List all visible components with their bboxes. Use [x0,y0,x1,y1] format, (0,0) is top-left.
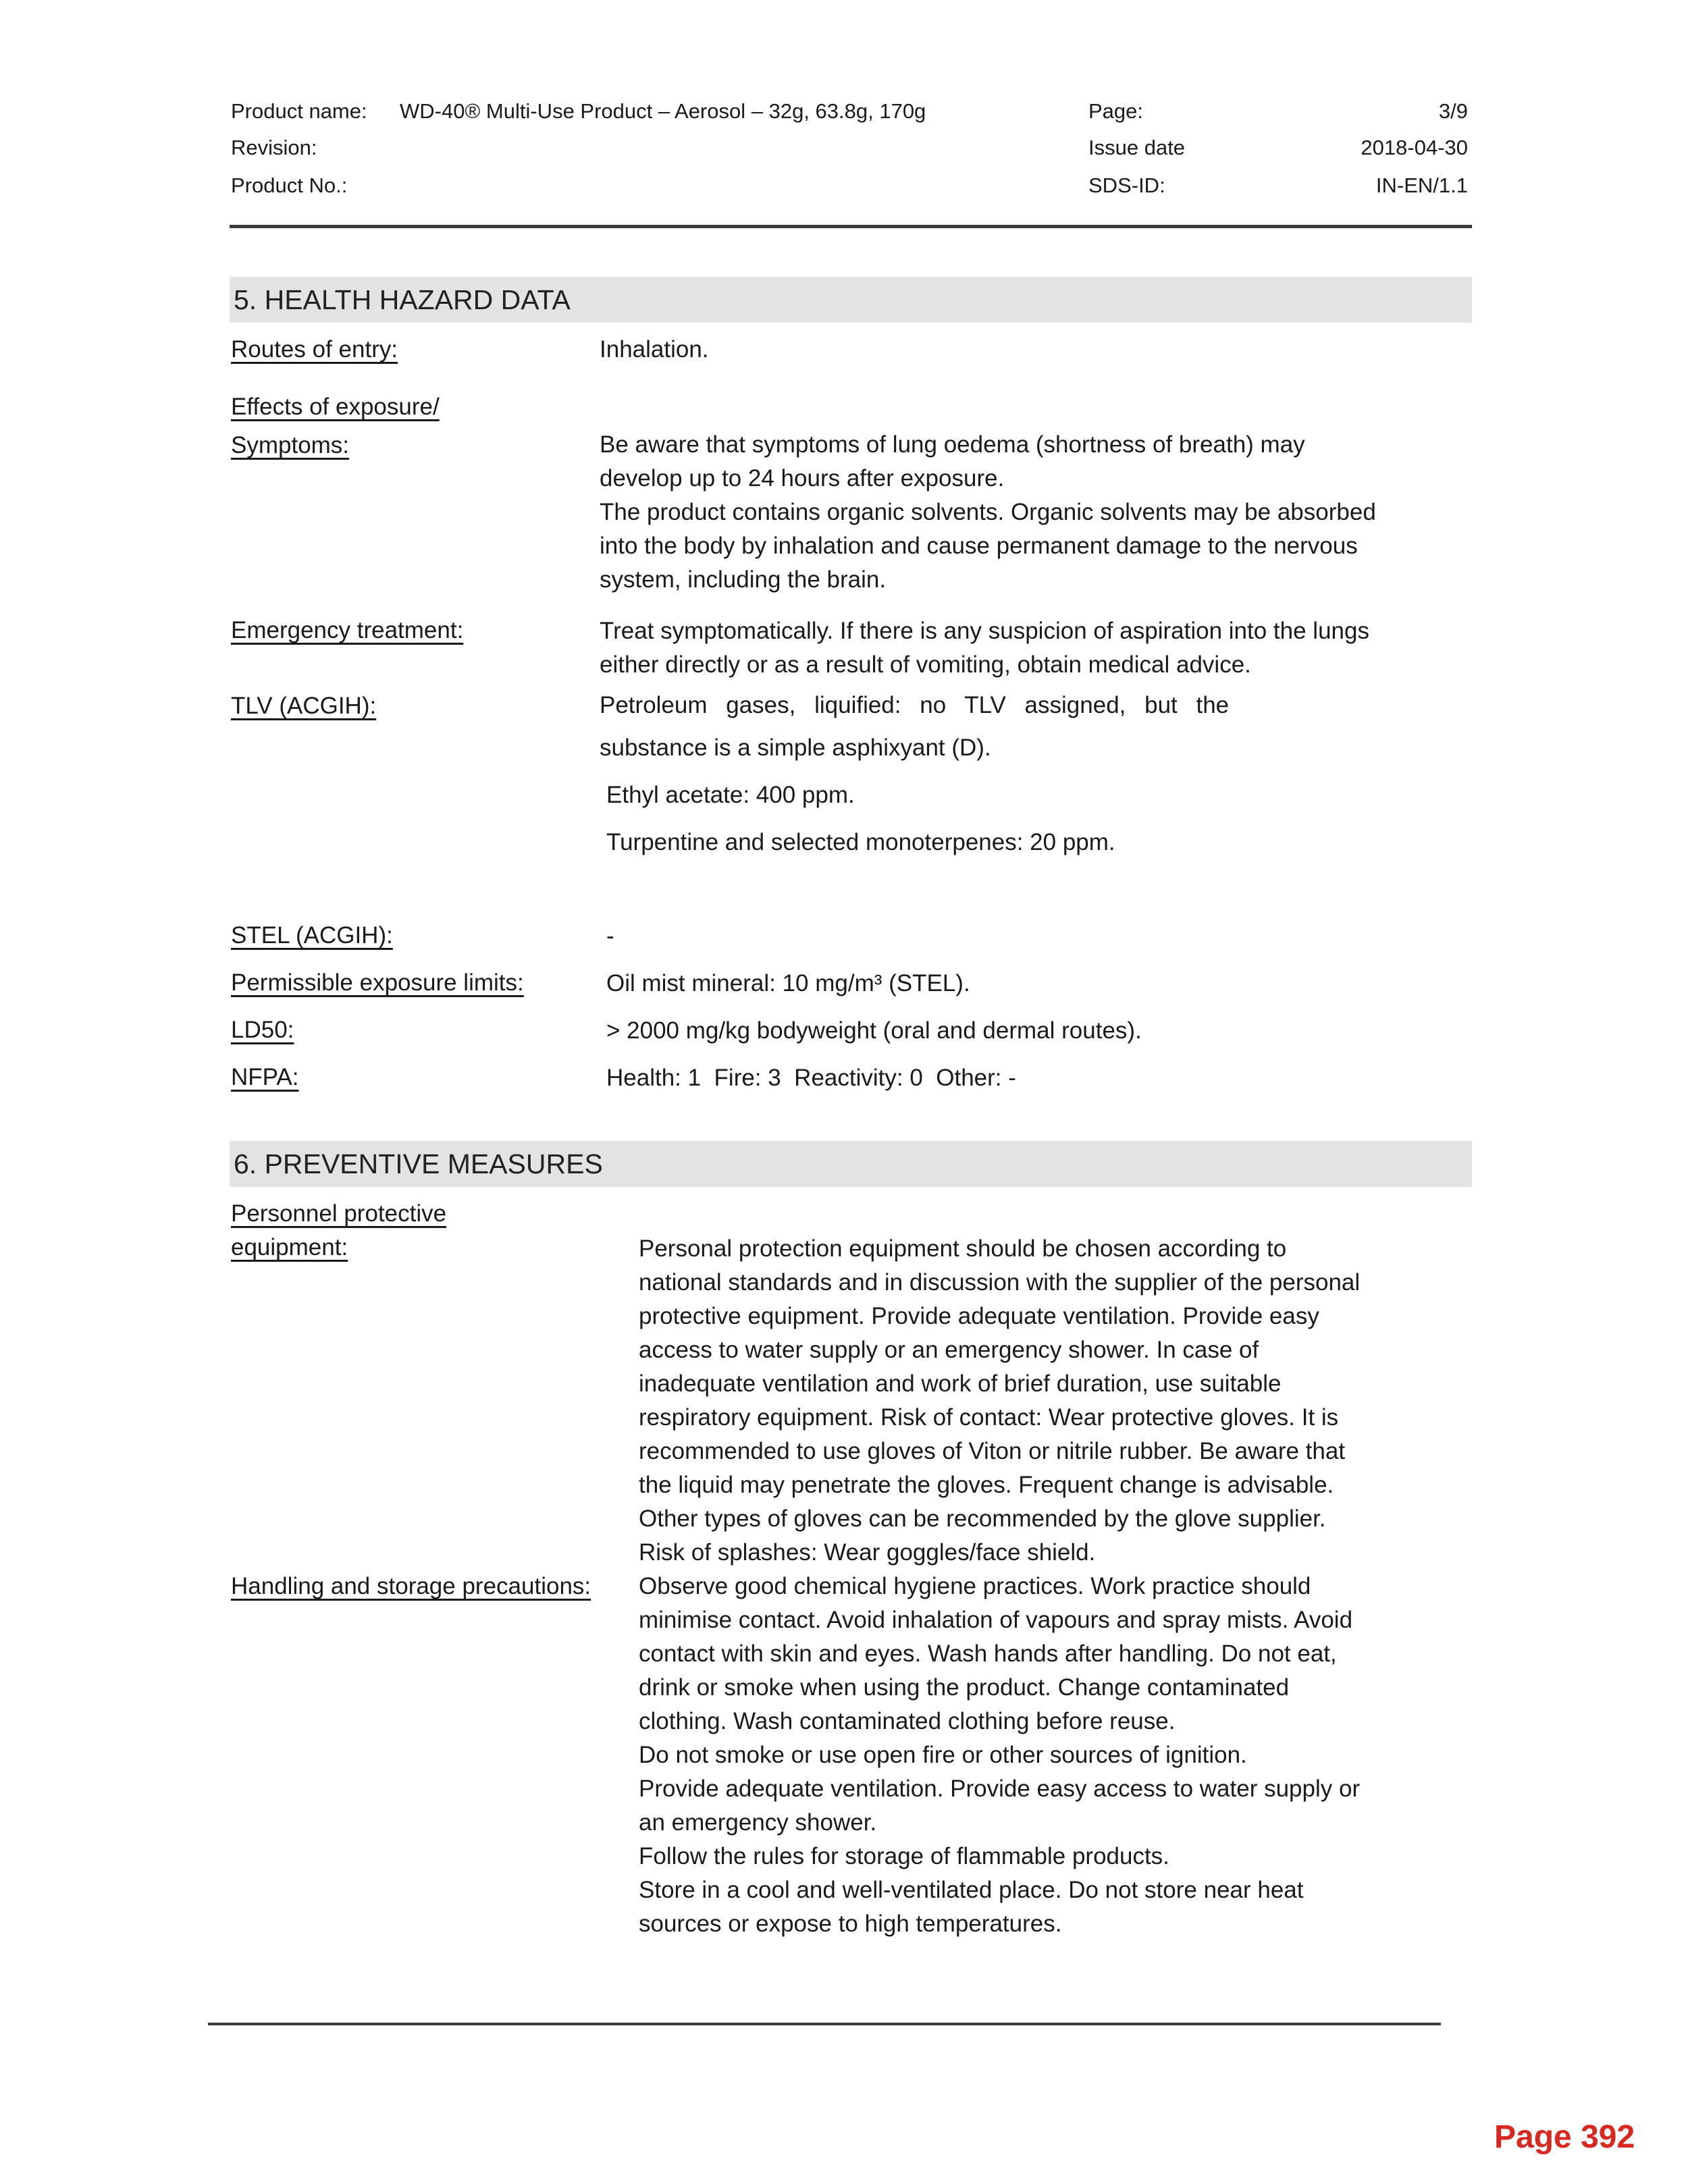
handling-line: Do not smoke or use open fire or other sources of ignition. [639,1742,1247,1768]
page-value: 3/9 [1438,99,1468,123]
handling-line: sources or expose to high temperatures. [639,1911,1062,1937]
emergency-line: Treat symptomatically. If there is any suspicion of aspiration into the lungs [600,618,1369,644]
ppe-line: Risk of splashes: Wear goggles/face shield. [639,1539,1096,1566]
ppe-line: Personal protection equipment should be chosen according to [639,1235,1287,1262]
nfpa-value: Health: 1 Fire: 3 Reactivity: 0 Other: - [606,1065,1016,1091]
handling-storage-text [639,1570,1360,1941]
issue-date-label: Issue date [1088,136,1186,159]
product-name-value: WD-40® Multi-Use Product – Aerosol – 32g, 63.8g, 170g [400,99,926,123]
emergency-line: either directly or as a result of vomiting, obtain medical advice. [600,651,1251,678]
ld50-label: LD50: [231,1017,294,1043]
product-name-label: Product name: [231,99,367,123]
section-6-title: 6. PREVENTIVE MEASURES [234,1148,603,1179]
header-divider [230,225,1472,228]
section-5-title: 5. HEALTH HAZARD DATA [234,284,571,315]
handling-line: clothing. Wash contaminated clothing before reuse. [639,1708,1176,1734]
effects-label-line-2: Symptoms: [231,432,350,458]
ld50-value: > 2000 mg/kg bodyweight (oral and dermal routes). [606,1017,1142,1044]
page-stamp: Page 392 [1494,2119,1635,2155]
emergency-treatment-label: Emergency treatment: [231,617,464,643]
pel-value: Oil mist mineral: 10 mg/m³ (STEL). [606,970,970,996]
tlv-label: TLV (ACGIH): [231,693,377,719]
sds-id-label: SDS-ID: [1088,174,1165,197]
effects-line: develop up to 24 hours after exposure. [600,465,1005,491]
routes-of-entry-label: Routes of entry: [231,336,398,363]
page-label: Page: [1088,99,1144,123]
effects-line: The product contains organic solvents. Organic solvents may be absorbed [600,499,1376,525]
ppe-line: recommended to use gloves of Viton or nitrile rubber. Be aware that [639,1438,1346,1464]
ppe-line: Other types of gloves can be recommended by the glove supplier. [639,1506,1326,1532]
issue-date-value: 2018-04-30 [1361,136,1468,159]
handling-line: minimise contact. Avoid inhalation of vapours and spray mists. Avoid [639,1607,1353,1633]
tlv-line: Petroleum gases, liquified: no TLV assigned, but the [600,692,1230,718]
ppe-line: the liquid may penetrate the gloves. Frequent change is advisable. [639,1472,1334,1498]
ppe-label-line-1: Personnel protective [231,1200,447,1227]
ppe-line: respiratory equipment. Risk of contact: Wear protective gloves. It is [639,1404,1339,1431]
handling-line: drink or smoke when using the product. Change contaminated [639,1674,1290,1701]
ppe-text [639,1232,1360,1570]
footer-divider [208,2023,1441,2025]
ppe-line: inadequate ventilation and work of brief duration, use suitable [639,1370,1282,1397]
ppe-line: national standards and in discussion with the supplier of the personal [639,1269,1361,1296]
effects-text [600,428,1376,597]
handling-line: Store in a cool and well-ventilated place. Do not store near heat [639,1877,1304,1903]
pel-label: Permissible exposure limits: [231,969,524,996]
sds-id-value: IN-EN/1.1 [1375,174,1468,197]
ppe-line: protective equipment. Provide adequate ventilation. Provide easy [639,1303,1319,1329]
effects-line: Be aware that symptoms of lung oedema (shortness of breath) may [600,431,1305,458]
ppe-line: access to water supply or an emergency shower. In case of [639,1337,1259,1363]
product-no-label: Product No.: [231,174,348,197]
handling-line: an emergency shower. [639,1809,877,1836]
tlv-line: Ethyl acetate: 400 ppm. [606,782,855,808]
tlv-line: Turpentine and selected monoterpenes: 20 ppm. [606,829,1115,855]
revision-label: Revision: [231,136,317,159]
tlv-line: substance is a simple asphixyant (D). [600,735,991,761]
handling-line: contact with skin and eyes. Wash hands after handling. Do not eat, [639,1641,1337,1667]
stel-value: - [606,923,614,949]
routes-of-entry-value: Inhalation. [600,336,709,363]
stel-label: STEL (ACGIH): [231,922,393,949]
effects-line: system, including the brain. [600,566,887,593]
nfpa-label: NFPA: [231,1064,299,1090]
handling-line: Follow the rules for storage of flammable products. [639,1843,1169,1869]
emergency-treatment-text [600,614,1369,682]
effects-label-line-1: Effects of exposure/ [231,394,440,420]
handling-line: Observe good chemical hygiene practices. Work practice should [639,1573,1311,1599]
effects-line: into the body by inhalation and cause permanent damage to the nervous [600,533,1358,559]
handling-line: Provide adequate ventilation. Provide easy access to water supply or [639,1776,1361,1802]
handling-storage-label: Handling and storage precautions: [231,1573,591,1599]
ppe-label-line-2: equipment: [231,1234,348,1260]
